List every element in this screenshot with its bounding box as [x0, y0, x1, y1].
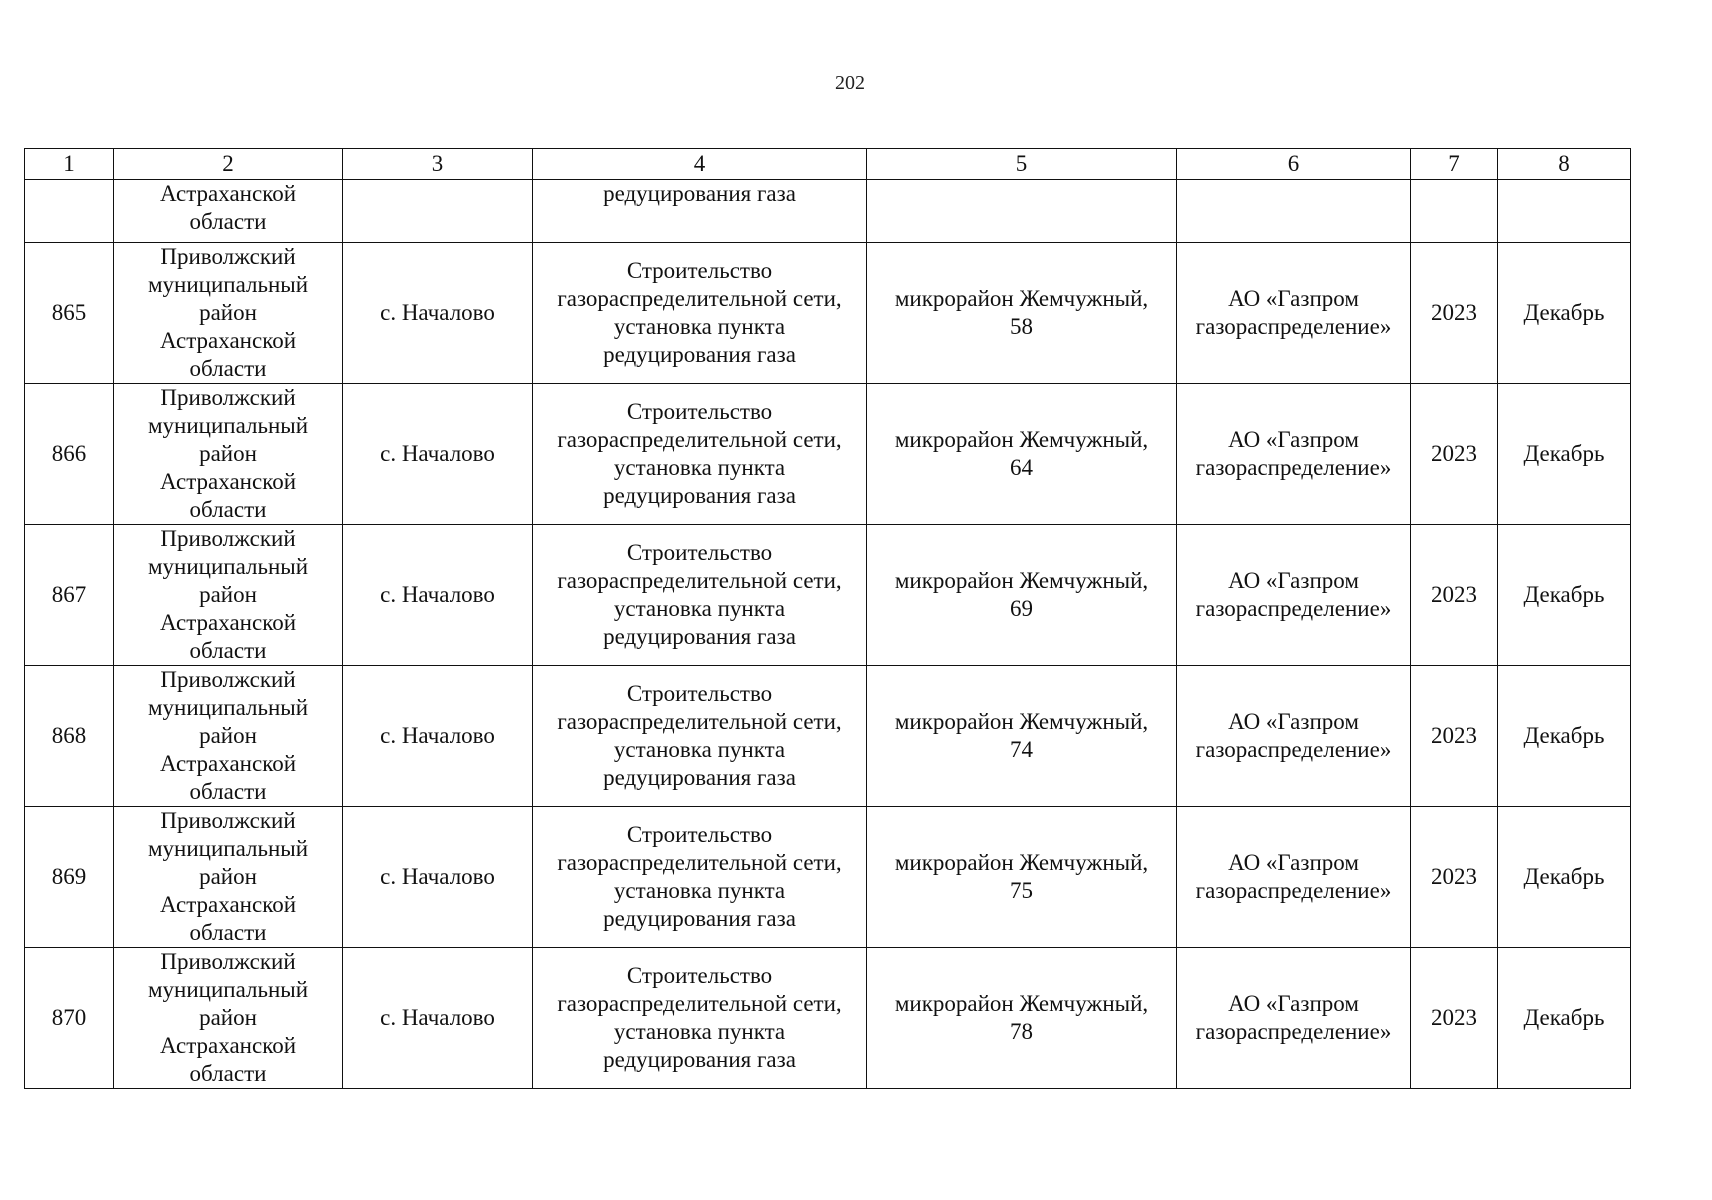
cell-address: микрорайон Жемчужный, 75 [867, 807, 1177, 948]
cell-year [1411, 180, 1498, 243]
cell-month: Декабрь [1498, 243, 1631, 384]
continuation-row [25, 180, 1631, 243]
cell-work: Строительство газораспределительной сети, установка пункта редуцирования газа [533, 384, 867, 525]
cell-organization: АО «Газпром газораспределение» [1177, 807, 1411, 948]
cell-year: 2023 [1411, 948, 1498, 1089]
cell-year: 2023 [1411, 384, 1498, 525]
cell-work: Строительство газораспределительной сети, установка пункта редуцирования газа [533, 666, 867, 807]
table-row [25, 243, 1631, 384]
column-header: 2 [114, 149, 343, 180]
column-header: 4 [533, 149, 867, 180]
cell-district: Приволжский муниципальный район Астраханской области [114, 384, 343, 525]
column-header: 7 [1411, 149, 1498, 180]
cell-year: 2023 [1411, 666, 1498, 807]
cell-number: 869 [25, 807, 114, 948]
cell-address: микрорайон Жемчужный, 69 [867, 525, 1177, 666]
page-number: 202 [835, 72, 865, 94]
cell-organization [1177, 180, 1411, 243]
column-header: 1 [25, 149, 114, 180]
cell-month: Декабрь [1498, 807, 1631, 948]
cell-address: микрорайон Жемчужный, 64 [867, 384, 1177, 525]
cell-address: микрорайон Жемчужный, 78 [867, 948, 1177, 1089]
column-header: 6 [1177, 149, 1411, 180]
cell-year: 2023 [1411, 243, 1498, 384]
cell-month: Декабрь [1498, 384, 1631, 525]
cell-address: микрорайон Жемчужный, 58 [867, 243, 1177, 384]
cell-settlement: с. Началово [343, 243, 533, 384]
column-header: 3 [343, 149, 533, 180]
cell-settlement: с. Началово [343, 948, 533, 1089]
cell-work: редуцирования газа [533, 180, 867, 243]
cell-district: Астраханской области [114, 180, 343, 243]
column-header: 5 [867, 149, 1177, 180]
cell-address [867, 180, 1177, 243]
cell-year: 2023 [1411, 525, 1498, 666]
cell-settlement: с. Началово [343, 666, 533, 807]
cell-district: Приволжский муниципальный район Астраханской области [114, 243, 343, 384]
cell-number [25, 180, 114, 243]
cell-settlement: с. Началово [343, 384, 533, 525]
cell-month: Декабрь [1498, 666, 1631, 807]
cell-number: 870 [25, 948, 114, 1089]
cell-district: Приволжский муниципальный район Астраханской области [114, 948, 343, 1089]
table-row [25, 666, 1631, 807]
table-row [25, 525, 1631, 666]
cell-organization: АО «Газпром газораспределение» [1177, 948, 1411, 1089]
cell-address: микрорайон Жемчужный, 74 [867, 666, 1177, 807]
cell-organization: АО «Газпром газораспределение» [1177, 666, 1411, 807]
cell-number: 868 [25, 666, 114, 807]
cell-settlement [343, 180, 533, 243]
cell-work: Строительство газораспределительной сети, установка пункта редуцирования газа [533, 525, 867, 666]
cell-organization: АО «Газпром газораспределение» [1177, 384, 1411, 525]
cell-district: Приволжский муниципальный район Астраханской области [114, 525, 343, 666]
cell-number: 865 [25, 243, 114, 384]
cell-number: 866 [25, 384, 114, 525]
cell-organization: АО «Газпром газораспределение» [1177, 525, 1411, 666]
column-header: 8 [1498, 149, 1631, 180]
cell-settlement: с. Началово [343, 807, 533, 948]
header-row [25, 149, 1631, 180]
cell-month [1498, 180, 1631, 243]
cell-organization: АО «Газпром газораспределение» [1177, 243, 1411, 384]
cell-month: Декабрь [1498, 525, 1631, 666]
cell-month: Декабрь [1498, 948, 1631, 1089]
cell-year: 2023 [1411, 807, 1498, 948]
cell-work: Строительство газораспределительной сети, установка пункта редуцирования газа [533, 948, 867, 1089]
cell-district: Приволжский муниципальный район Астраханской области [114, 807, 343, 948]
table-row [25, 384, 1631, 525]
table-row [25, 807, 1631, 948]
cell-number: 867 [25, 525, 114, 666]
cell-work: Строительство газораспределительной сети, установка пункта редуцирования газа [533, 807, 867, 948]
table-row [25, 948, 1631, 1089]
gasification-table [24, 148, 1631, 1089]
cell-work: Строительство газораспределительной сети, установка пункта редуцирования газа [533, 243, 867, 384]
cell-district: Приволжский муниципальный район Астраханской области [114, 666, 343, 807]
cell-settlement: с. Началово [343, 525, 533, 666]
